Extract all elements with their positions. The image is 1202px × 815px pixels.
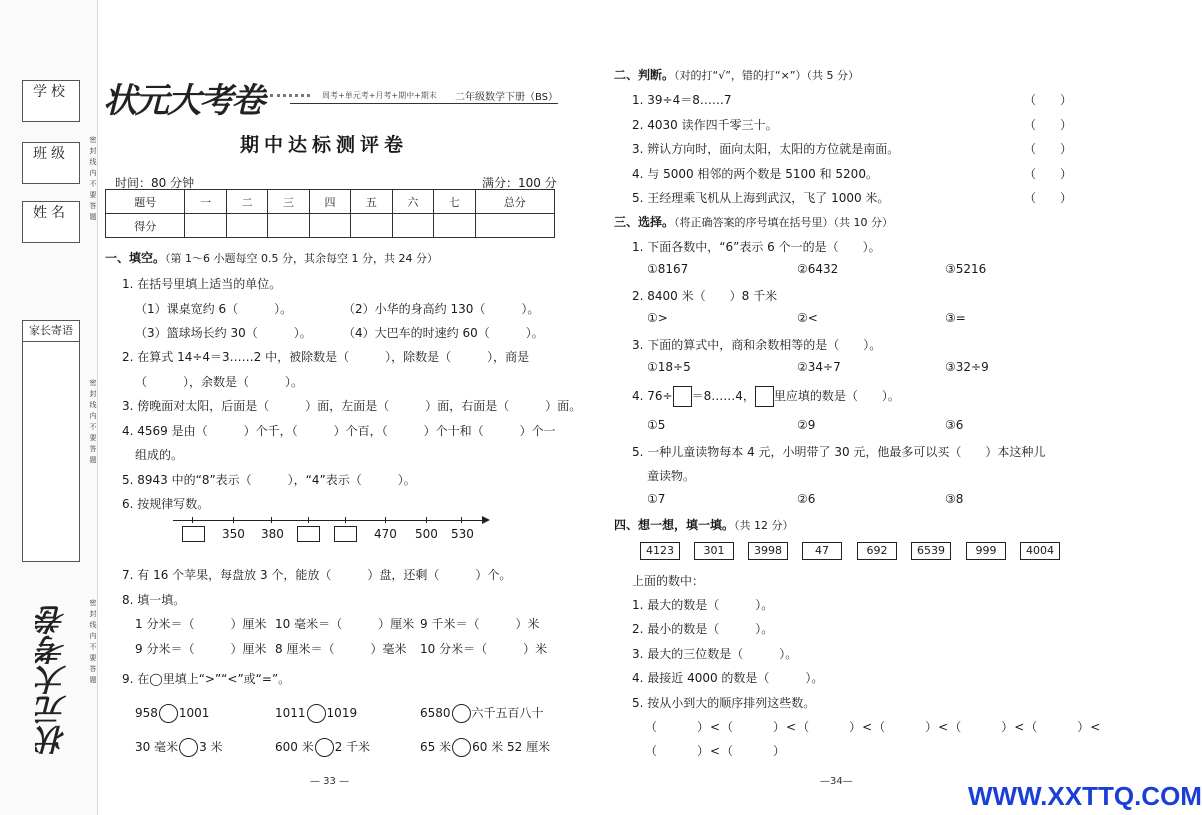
score-table [105,189,555,238]
watermark-url: WWW.XXTTQ.COM [968,781,1202,811]
option[interactable]: ①> [647,311,668,325]
q1-8f: 10 分米＝（ ）米 [420,642,548,656]
number-card: 4123 [640,542,680,560]
choice-3: 3. 下面的算式中，商和余数相等的是（ ）。 [632,338,882,352]
section-1-title: 一、填空。 [105,251,166,265]
judge-3: 3. 辨认方向时，面向太阳，太阳的方位就是南面。 [632,142,900,156]
score-cell: 二 [226,190,267,214]
score-cell: 三 [268,190,309,214]
compare-right: 60 米 52 厘米 [472,740,551,754]
score-input[interactable] [226,214,267,238]
score-input[interactable] [475,214,555,238]
option[interactable]: ①5 [647,418,666,432]
number-line [173,520,485,521]
score-cell: 五 [351,190,392,214]
judge-answer[interactable]: （ ） [1024,191,1073,205]
section-4-note: （共 12 分） [734,519,794,532]
header-rule [290,103,558,104]
score-input[interactable] [185,214,226,238]
choice-5a: 5. 一种儿童读物每本 4 元，小明带了 30 元，他最多可以买（ ）本这种儿 [632,445,1046,459]
option[interactable]: ②9 [797,418,816,432]
judge-answer[interactable]: （ ） [1024,93,1073,107]
blank-square[interactable] [755,386,774,407]
nl-value: 530 [451,527,474,541]
judge-2: 2. 4030 读作四千零三十。 [632,118,778,132]
nl-value: 350 [222,527,245,541]
brand-logo: 状元大考卷 [103,81,263,121]
tick [426,517,427,523]
score-cell: 四 [309,190,350,214]
tick [461,517,462,523]
q1-7: 7. 有 16 个苹果，每盘放 3 个，能放（ ）盘，还剩（ ）个。 [122,568,512,582]
q1-4b: 组成的。 [135,448,184,462]
section-3-title: 三、选择。 [614,215,675,229]
number-card: 47 [802,542,842,560]
choice-4-text: 4. 76÷ [632,389,673,403]
choice-4-text: ＝8……4， [691,389,755,403]
compare-right: 六千五百八十 [471,706,544,720]
section-1-heading [105,249,438,266]
name-label: 姓名 [22,201,80,225]
score-input[interactable] [351,214,392,238]
section-2-note: （对的打“√”，错的打“×”）（共 5 分） [674,69,860,82]
compare-3 [420,704,544,723]
nl-value: 380 [261,527,284,541]
compare-4 [135,738,223,757]
grade-label: 二年级数学下册（BS） [455,92,559,103]
score-cell: 一 [185,190,226,214]
section-2-title: 二、判断。 [614,68,675,82]
compare-circle[interactable] [159,704,178,723]
judge-answer[interactable]: （ ） [1024,167,1073,181]
tick [233,517,234,523]
parent-comment-title: 家长寄语 [23,321,79,342]
name-field[interactable] [22,224,80,243]
number-line-arrow [482,516,490,524]
judge-answer[interactable]: （ ） [1024,118,1073,132]
page-number-left: — 33 — [310,776,350,787]
q1-1b: （2）小华的身高约 130（ ）。 [343,302,540,316]
compare-circle[interactable] [452,738,471,757]
nl-value: 470 [374,527,397,541]
section-2-heading [614,66,859,83]
judge-answer[interactable]: （ ） [1024,142,1073,156]
q1-9: 9. 在◯里填上“>”“<”或“=”。 [122,672,291,686]
q1-1c: （3）篮球场长约 30（ ）。 [135,326,312,340]
tick [192,517,193,523]
exam-series: 周考+单元考+月考+期中+期末 [322,91,437,100]
q1-5: 5. 8943 中的“8”表示（ ），“4”表示（ ）。 [122,473,416,487]
score-cell: 六 [392,190,433,214]
option[interactable]: ②< [797,311,818,325]
compare-5 [275,738,370,757]
q1-6: 6. 按规律写数。 [122,497,210,511]
judge-5: 5. 王经理乘飞机从上海到武汉，飞了 1000 米。 [632,191,890,205]
section-4-lead: 上面的数中： [632,574,705,588]
tick [385,517,386,523]
blank-box[interactable] [182,526,205,542]
school-field[interactable] [22,103,80,122]
compare-right: 1019 [326,706,358,720]
score-cell: 总分 [475,190,555,214]
option[interactable]: ①8167 [647,262,689,276]
compare-circle[interactable] [315,738,334,757]
option[interactable]: ③6 [945,418,964,432]
order-row-1: （ ）<（ ）<（ ）<（ ）<（ ）<（ ）< [645,720,1102,734]
score-cell: 题号 [106,190,185,214]
fill-2: 2. 最小的数是（ ）。 [632,622,774,636]
choice-4-text: 里应填的数是（ ）。 [773,389,900,403]
compare-2 [275,704,357,723]
choice-5b: 童读物。 [647,469,696,483]
choice-4 [632,386,900,407]
q1-8c: 9 千米＝（ ）米 [420,617,540,631]
seal-text-3: 密封线内不要答题 [89,599,97,684]
fill-4: 4. 最接近 4000 的数是（ ）。 [632,671,824,685]
choice-1: 1. 下面各数中，“6”表示 6 个一的是（ ）。 [632,240,881,254]
compare-left: 600 米 [275,740,314,754]
option[interactable]: ①7 [647,492,666,506]
score-input[interactable] [268,214,309,238]
number-card: 4004 [1020,542,1060,560]
q1-8e: 8 厘米＝（ ）毫米 [275,642,407,656]
compare-1 [135,704,209,723]
number-card: 692 [857,542,897,560]
compare-right: 3 米 [199,740,223,754]
exam-time: 时间：80 分钟 [115,176,195,190]
score-input[interactable] [309,214,350,238]
compare-6 [420,738,550,757]
school-label: 学校 [22,80,80,104]
order-row-2: （ ）<（ ） [645,744,787,758]
fill-5: 5. 按从小到大的顺序排列这些数。 [632,696,816,710]
tick [308,517,309,523]
blank-box[interactable] [334,526,357,542]
compare-left: 30 毫米 [135,740,179,754]
number-card: 999 [966,542,1006,560]
judge-4: 4. 与 5000 相邻的两个数是 5100 和 5200。 [632,167,878,181]
choice-2: 2. 8400 米（ ）8 千米 [632,289,778,303]
tick [271,517,272,523]
option[interactable]: ③= [945,311,966,325]
q1-2a: 2. 在算式 14÷4＝3……2 中，被除数是（ ），除数是（ ），商是 [122,350,530,364]
q1-8a: 1 分米＝（ ）厘米 [135,617,267,631]
option[interactable]: ③8 [945,492,964,506]
option[interactable]: ②6432 [797,262,839,276]
page-title: 期中达标测评卷 [240,134,409,156]
compare-circle[interactable] [452,704,471,723]
q1-8b: 10 毫米＝（ ）厘米 [275,617,415,631]
q1-2b: （ ），余数是（ ）。 [135,375,304,389]
nl-value: 500 [415,527,438,541]
parent-comment-box[interactable] [22,320,80,562]
blank-square[interactable] [673,386,692,407]
fill-3: 3. 最大的三位数是（ ）。 [632,647,798,661]
section-4-title: 四、想一想，填一填。 [614,518,735,532]
q1-8: 8. 填一填。 [122,593,186,607]
option[interactable]: ③32÷9 [945,360,989,374]
q1-3: 3. 傍晚面对太阳，后面是（ ）面，左面是（ ）面，右面是（ ）面。 [122,399,582,413]
number-card: 3998 [748,542,788,560]
compare-right: 2 千米 [334,740,371,754]
compare-right: 1001 [178,706,210,720]
full-score: 满分：100 分 [482,176,557,190]
number-card: 6539 [911,542,951,560]
q1-8d: 9 分米＝（ ）厘米 [135,642,267,656]
seal-text-2: 密封线内不要答题 [89,379,97,464]
q1-1a: （1）课桌宽约 6（ ）。 [135,302,293,316]
brand-logo-vertical: 状元大考卷 [37,605,72,755]
option[interactable]: ①18÷5 [647,360,691,374]
section-3-note: （将正确答案的序号填在括号里）（共 10 分） [674,216,894,229]
class-label: 班级 [22,142,80,166]
tick [345,517,346,523]
compare-left: 65 米 [420,740,452,754]
option[interactable]: ②6 [797,492,816,506]
blank-box[interactable] [297,526,320,542]
score-cell: 七 [434,190,475,214]
compare-circle[interactable] [307,704,326,723]
compare-left: 6580 [420,706,451,720]
score-header-row [106,190,555,214]
fill-1: 1. 最大的数是（ ）。 [632,598,774,612]
logo-dots [270,94,310,97]
score-value-row [106,214,555,238]
q1-1: 1. 在括号里填上适当的单位。 [122,277,282,291]
compare-circle[interactable] [179,738,198,757]
compare-left: 1011 [275,706,306,720]
score-input[interactable] [392,214,433,238]
q1-4a: 4. 4569 是由（ ）个千，（ ）个百，（ ）个十和（ ）个一 [122,424,556,438]
score-input[interactable] [434,214,475,238]
compare-left: 958 [135,706,158,720]
judge-1: 1. 39÷4＝8……7 [632,93,732,107]
section-4-heading [614,516,794,533]
number-card: 301 [694,542,734,560]
q1-1d: （4）大巴车的时速约 60（ ）。 [343,326,544,340]
class-field[interactable] [22,165,80,184]
option[interactable]: ②34÷7 [797,360,841,374]
section-3-heading [614,213,893,230]
page-number-right: —34— [820,776,853,787]
seal-text-1: 密封线内不要答题 [89,136,97,221]
option[interactable]: ③5216 [945,262,987,276]
section-1-note: （第 1～6 小题每空 0.5 分，其余每空 1 分，共 24 分） [165,252,438,265]
score-row-label: 得分 [106,214,185,238]
